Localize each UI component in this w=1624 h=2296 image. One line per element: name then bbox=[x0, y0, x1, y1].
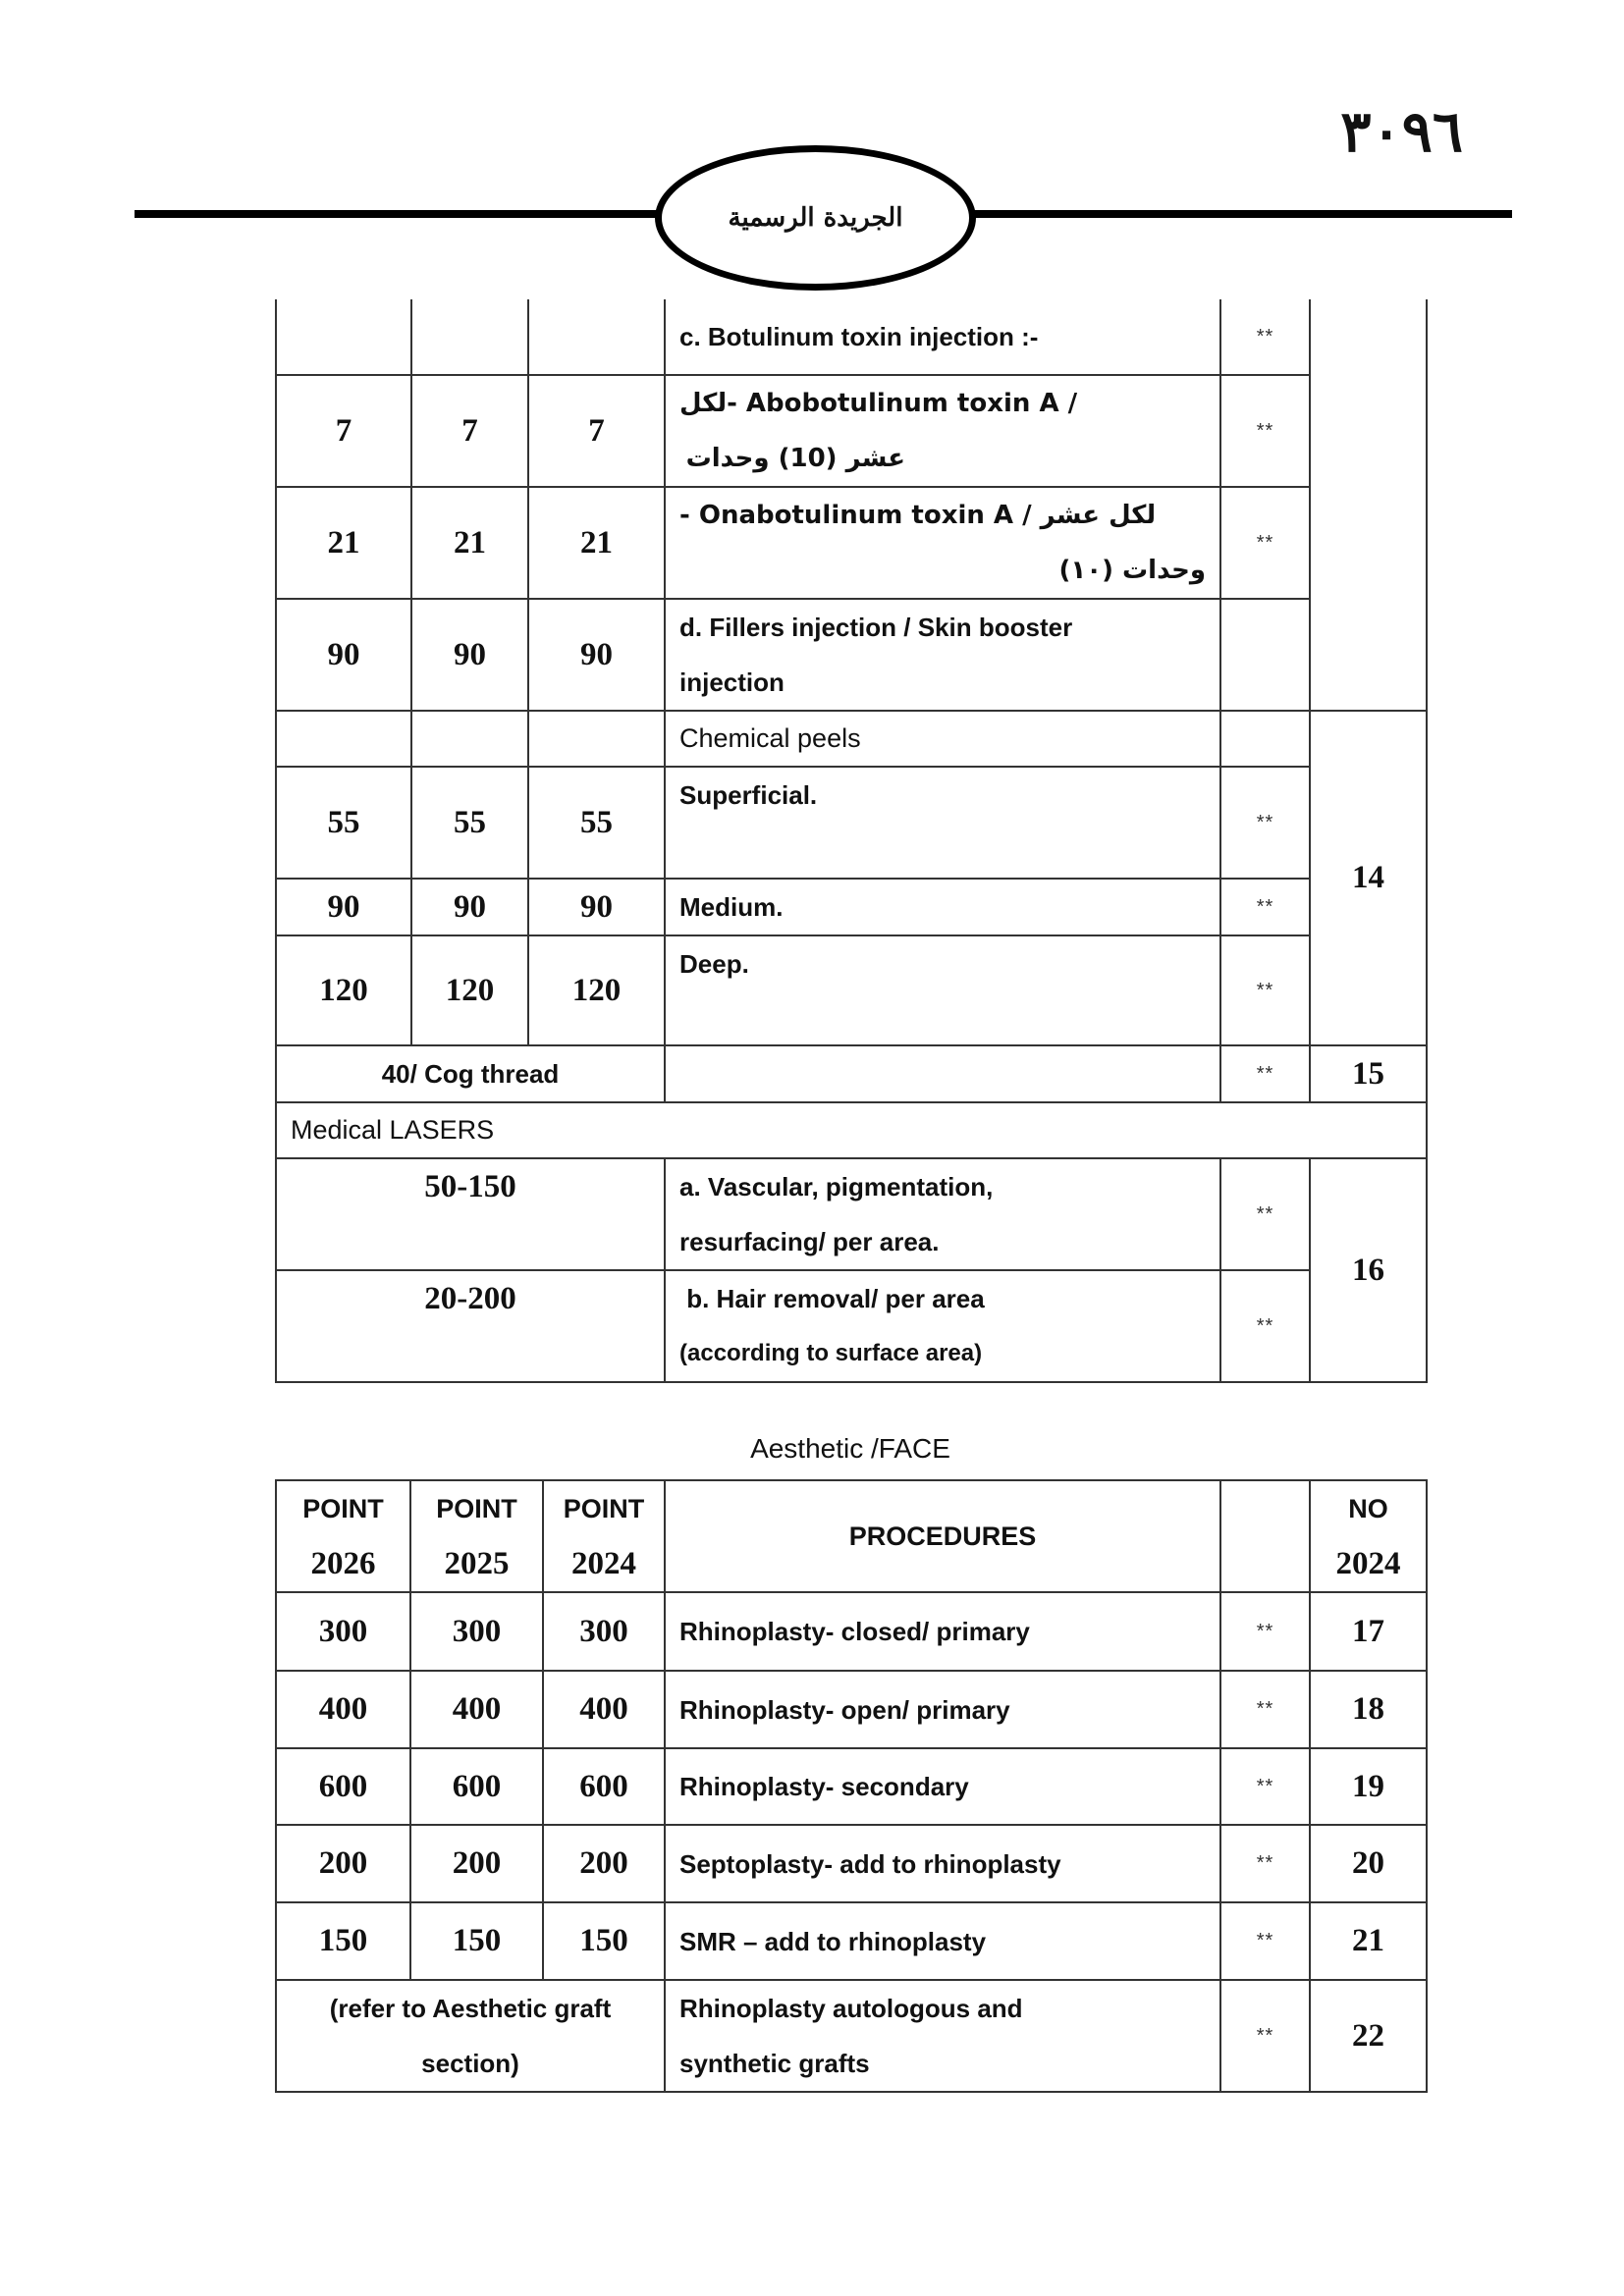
table-row bbox=[276, 1825, 1427, 1902]
table-row bbox=[276, 1270, 1427, 1382]
star-mark: ** bbox=[1220, 1158, 1310, 1270]
line: b. Hair removal/ per area bbox=[679, 1284, 985, 1313]
table-row bbox=[276, 1158, 1427, 1270]
label: NO bbox=[1348, 1494, 1388, 1523]
table-row bbox=[276, 1980, 1427, 2092]
point-value: 600 bbox=[410, 1748, 543, 1825]
point-value: 90 bbox=[411, 879, 528, 935]
fillers-procedure bbox=[665, 599, 1220, 711]
peel-superficial: Superficial. bbox=[665, 767, 1220, 879]
line: injection bbox=[679, 667, 785, 697]
procedure: Septoplasty- add to rhinoplasty bbox=[665, 1825, 1220, 1902]
point-value: 90 bbox=[276, 879, 411, 935]
line: (refer to Aesthetic graft bbox=[329, 1994, 612, 2023]
point-value: 400 bbox=[276, 1671, 410, 1748]
line: d. Fillers injection / Skin booster bbox=[679, 613, 1073, 642]
year: 2024 bbox=[1335, 1546, 1401, 1581]
gazette-title: الجريدة الرسمية bbox=[728, 203, 903, 233]
medical-lasers-title: Medical LASERS bbox=[276, 1102, 1427, 1158]
point-value: 120 bbox=[411, 935, 528, 1045]
section-caption: Aesthetic /FACE bbox=[750, 1433, 950, 1464]
year: 2025 bbox=[444, 1546, 510, 1581]
line: - Onabotulinum toxin A / لكل عشر bbox=[679, 501, 1157, 530]
star-mark: ** bbox=[1220, 935, 1310, 1045]
table-row bbox=[276, 935, 1427, 1045]
star-mark: ** bbox=[1220, 1980, 1310, 2092]
item-number: 19 bbox=[1310, 1748, 1427, 1825]
point-value: 120 bbox=[276, 935, 411, 1045]
star-mark: ** bbox=[1220, 1270, 1310, 1382]
item-number: 15 bbox=[1310, 1045, 1427, 1102]
cog-thread: 40/ Cog thread bbox=[276, 1045, 665, 1102]
table-row bbox=[276, 767, 1427, 879]
line: resurfacing/ per area. bbox=[679, 1227, 940, 1256]
page-number: ٣٠٩٦ bbox=[1340, 98, 1463, 165]
star-mark: ** bbox=[1220, 1902, 1310, 1980]
onabotulinum-procedure bbox=[665, 487, 1220, 599]
table-row bbox=[276, 711, 1427, 767]
item-number: 14 bbox=[1310, 711, 1427, 1045]
point-value: 600 bbox=[276, 1748, 410, 1825]
gazette-title-badge bbox=[655, 145, 976, 291]
table-row bbox=[276, 1748, 1427, 1825]
point-value: 300 bbox=[410, 1592, 543, 1671]
laser-vascular bbox=[665, 1158, 1220, 1270]
star-mark: ** bbox=[1220, 375, 1310, 487]
line: a. Vascular, pigmentation, bbox=[679, 1172, 994, 1201]
point-value: 90 bbox=[276, 599, 411, 711]
no-cell-empty bbox=[1310, 299, 1427, 711]
line: لكل- Abobotulinum toxin A / bbox=[679, 389, 1078, 418]
point-value: 150 bbox=[543, 1902, 665, 1980]
peel-medium: Medium. bbox=[665, 879, 1220, 935]
point-value: 7 bbox=[411, 375, 528, 487]
point-range: 50-150 bbox=[276, 1158, 665, 1270]
procedure: SMR – add to rhinoplasty bbox=[665, 1902, 1220, 1980]
star-mark: ** bbox=[1220, 879, 1310, 935]
point-value: 7 bbox=[528, 375, 665, 487]
label: POINT bbox=[563, 1494, 645, 1523]
procedure: Rhinoplasty- secondary bbox=[665, 1748, 1220, 1825]
table-row bbox=[276, 1902, 1427, 1980]
line: وحدات (١٠) bbox=[1058, 556, 1206, 585]
year: 2024 bbox=[571, 1546, 636, 1581]
line: Rhinoplasty autologous and bbox=[679, 1994, 1023, 2023]
graft-reference bbox=[276, 1980, 665, 2092]
point-value: 90 bbox=[528, 879, 665, 935]
botox-title bbox=[665, 299, 1220, 375]
col-point-2025 bbox=[410, 1480, 543, 1592]
botox-title-text: c. Botulinum toxin injection :- bbox=[679, 322, 1039, 351]
point-value: 200 bbox=[543, 1825, 665, 1902]
point-value: 21 bbox=[528, 487, 665, 599]
point-value: 150 bbox=[276, 1902, 410, 1980]
table-row bbox=[276, 599, 1427, 711]
point-value: 300 bbox=[543, 1592, 665, 1671]
point-value: 600 bbox=[543, 1748, 665, 1825]
fees-table-continued bbox=[275, 299, 1428, 1383]
table-row bbox=[276, 1045, 1427, 1102]
star-mark: ** bbox=[1220, 487, 1310, 599]
item-number: 22 bbox=[1310, 1980, 1427, 2092]
star-mark: ** bbox=[1220, 767, 1310, 879]
table-row bbox=[276, 1102, 1427, 1158]
point-range: 20-200 bbox=[276, 1270, 665, 1382]
col-no bbox=[1310, 1480, 1427, 1592]
peel-deep: Deep. bbox=[665, 935, 1220, 1045]
point-value: 7 bbox=[276, 375, 411, 487]
point-value: 55 bbox=[411, 767, 528, 879]
chemical-peels-title: Chemical peels bbox=[665, 711, 1220, 767]
point-value: 200 bbox=[276, 1825, 410, 1902]
col-point-2026 bbox=[276, 1480, 410, 1592]
header-row bbox=[276, 1480, 1427, 1592]
item-number: 17 bbox=[1310, 1592, 1427, 1671]
procedure: Rhinoplasty- open/ primary bbox=[665, 1671, 1220, 1748]
star-mark: ** bbox=[1220, 1825, 1310, 1902]
label: POINT bbox=[436, 1494, 517, 1523]
abobotulinum-procedure bbox=[665, 375, 1220, 487]
line: (according to surface area) bbox=[679, 1340, 983, 1366]
table-row bbox=[276, 879, 1427, 935]
point-value: 400 bbox=[543, 1671, 665, 1748]
col-procedures: PROCEDURES bbox=[665, 1480, 1220, 1592]
point-value: 400 bbox=[410, 1671, 543, 1748]
line: section) bbox=[421, 2049, 519, 2078]
table-row bbox=[276, 1592, 1427, 1671]
procedure bbox=[665, 1980, 1220, 2092]
point-value: 120 bbox=[528, 935, 665, 1045]
line: عشر (10) وحدات bbox=[685, 444, 905, 473]
item-number: 21 bbox=[1310, 1902, 1427, 1980]
table-row bbox=[276, 487, 1427, 599]
point-value: 150 bbox=[410, 1902, 543, 1980]
point-value: 300 bbox=[276, 1592, 410, 1671]
point-value: 21 bbox=[411, 487, 528, 599]
aesthetic-face-table bbox=[275, 1479, 1428, 2093]
star-mark: ** bbox=[1220, 1592, 1310, 1671]
point-value: 90 bbox=[411, 599, 528, 711]
star-mark: ** bbox=[1220, 1748, 1310, 1825]
procedure: Rhinoplasty- closed/ primary bbox=[665, 1592, 1220, 1671]
point-value: 21 bbox=[276, 487, 411, 599]
point-value: 90 bbox=[528, 599, 665, 711]
label: POINT bbox=[302, 1494, 384, 1523]
line: synthetic grafts bbox=[679, 2049, 870, 2078]
item-number: 20 bbox=[1310, 1825, 1427, 1902]
item-number: 18 bbox=[1310, 1671, 1427, 1748]
point-value: 200 bbox=[410, 1825, 543, 1902]
star-mark: ** bbox=[1220, 299, 1310, 375]
year: 2026 bbox=[310, 1546, 376, 1581]
table-row bbox=[276, 1671, 1427, 1748]
point-value: 55 bbox=[528, 767, 665, 879]
star-mark: ** bbox=[1220, 1671, 1310, 1748]
table-row bbox=[276, 299, 1427, 375]
laser-hair-removal bbox=[665, 1270, 1220, 1382]
star-mark: ** bbox=[1220, 1045, 1310, 1102]
table-row bbox=[276, 375, 1427, 487]
point-value: 55 bbox=[276, 767, 411, 879]
item-number: 16 bbox=[1310, 1158, 1427, 1382]
col-point-2024 bbox=[543, 1480, 665, 1592]
